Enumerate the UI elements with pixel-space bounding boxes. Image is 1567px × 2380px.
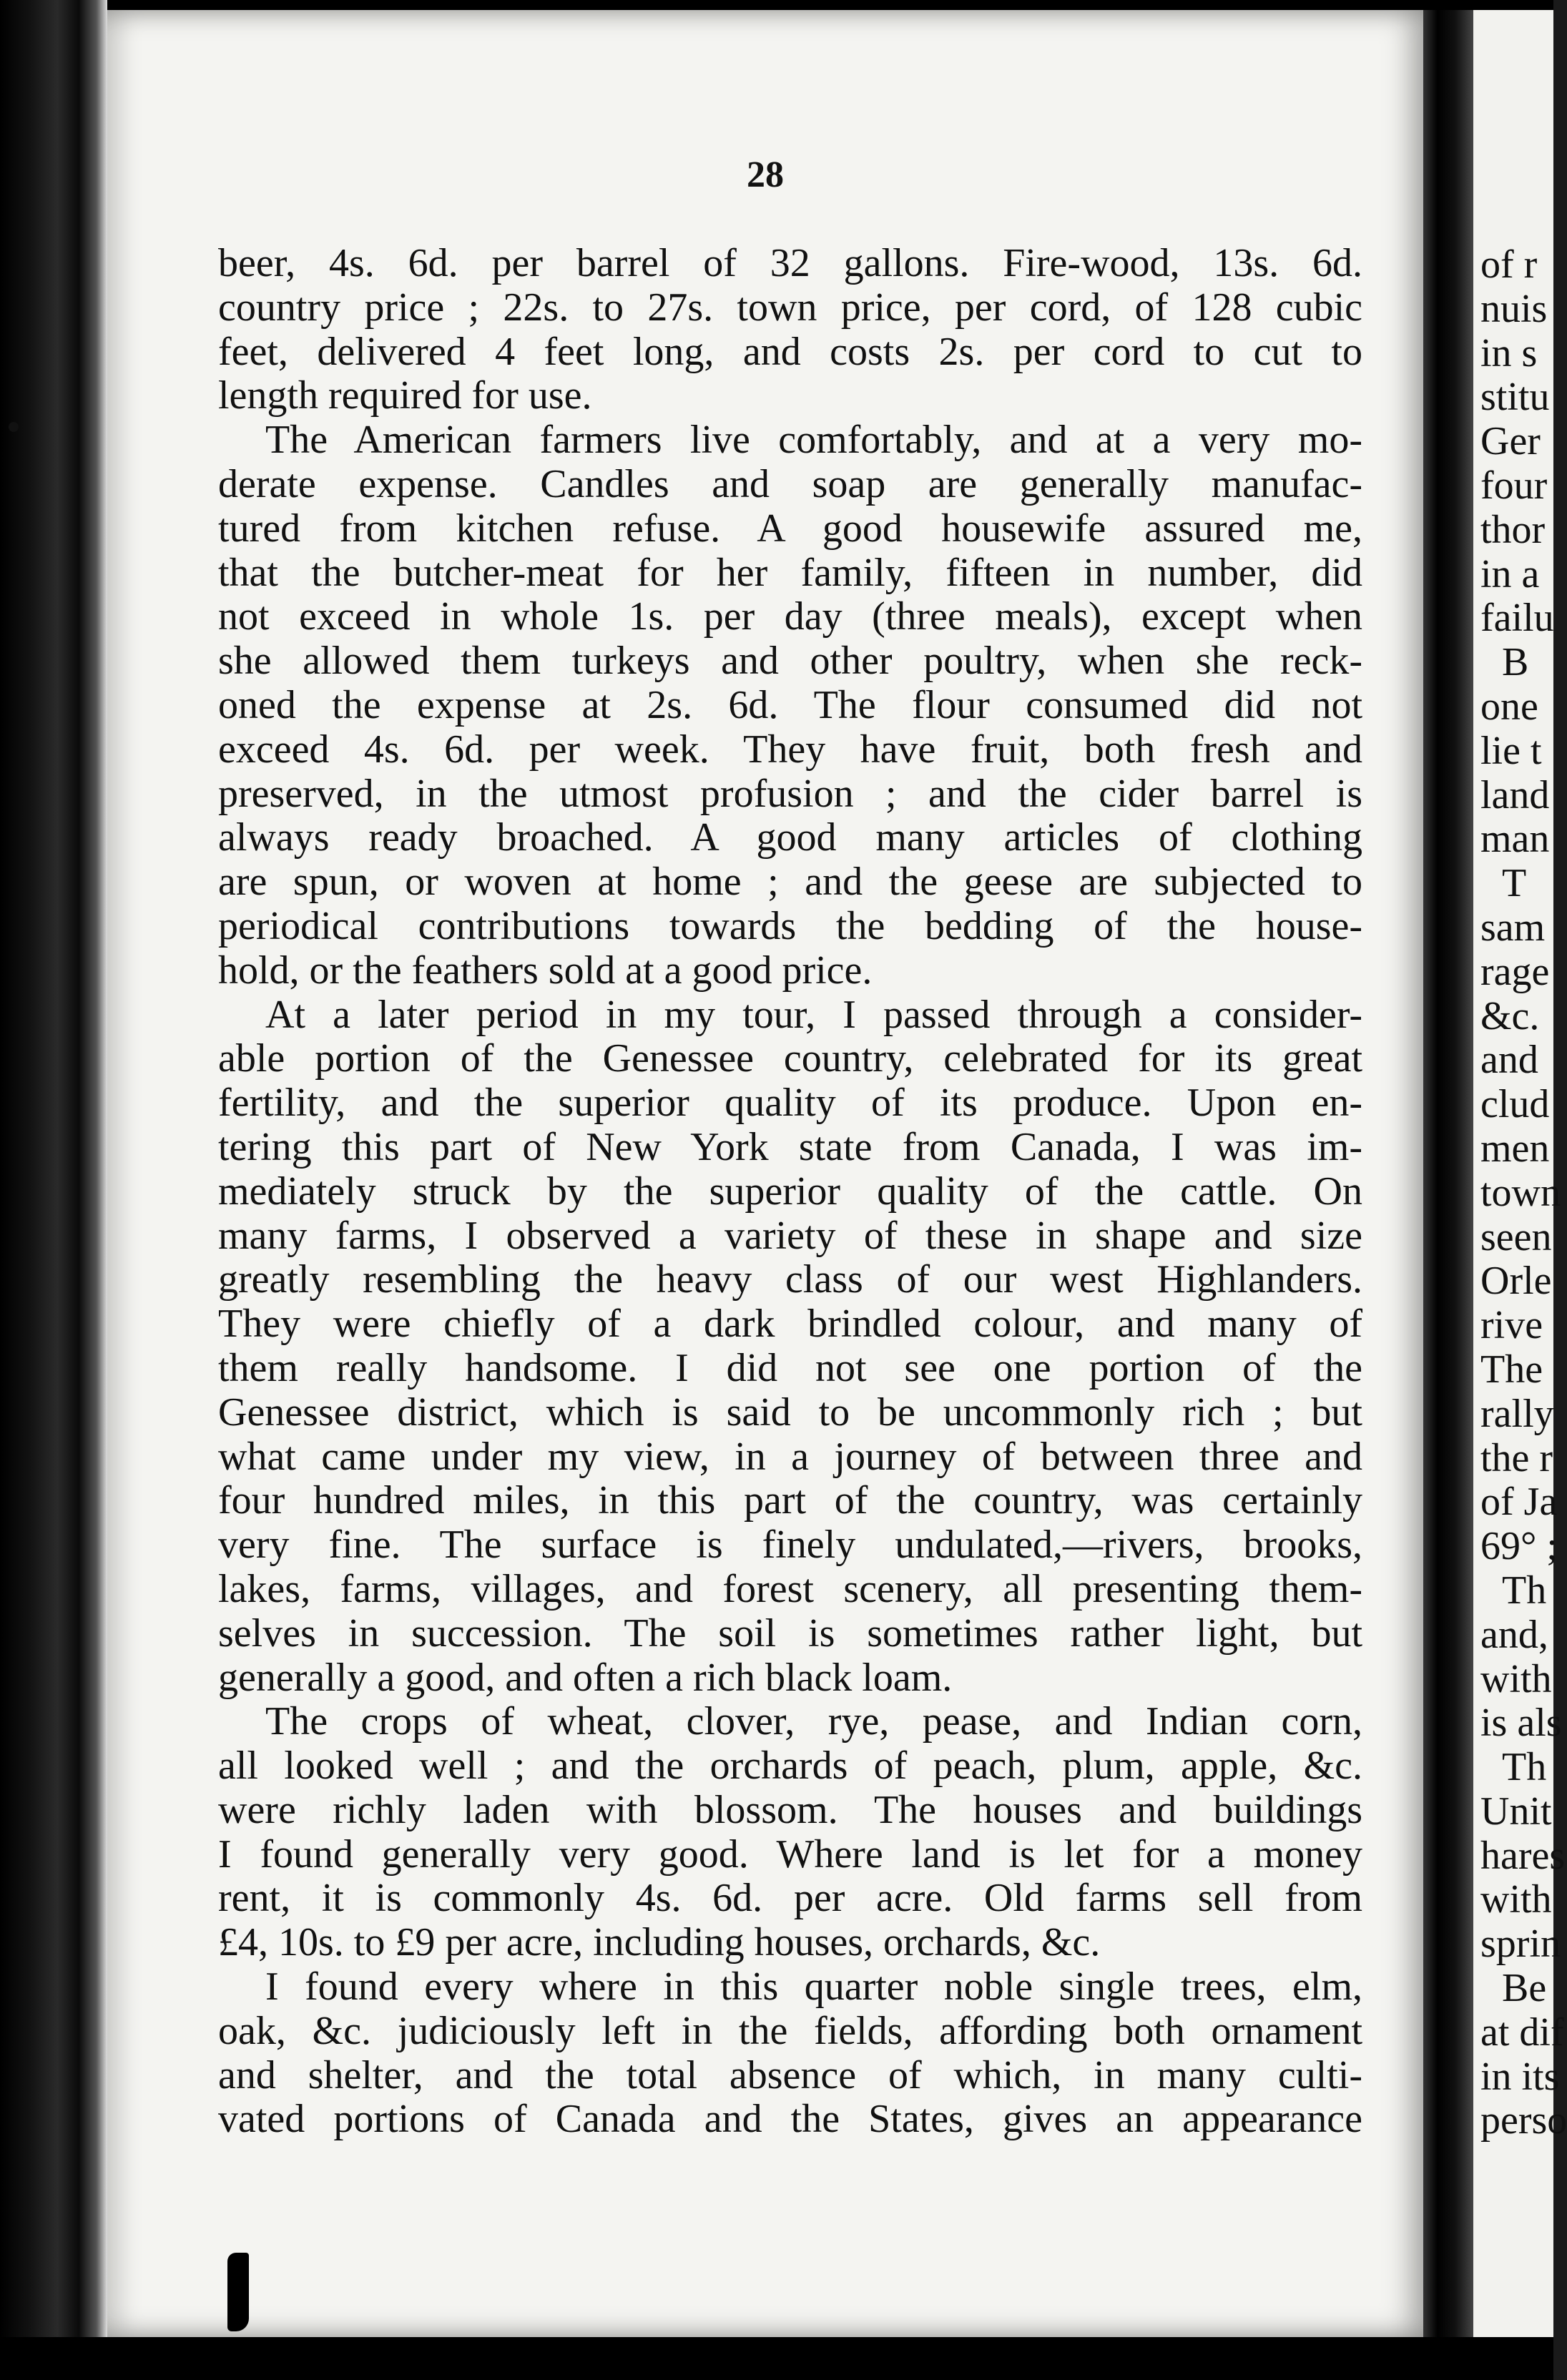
right-page-fragment: with: [1480, 1656, 1552, 1701]
text-line: rent, it is commonly 4s. 6d. per acre. Old farms sell from: [218, 1876, 1362, 1921]
right-page-fragment: Ger: [1480, 419, 1541, 464]
text-line: feet, delivered 4 feet long, and costs 2s. per cord to cut to: [218, 329, 1362, 374]
scan-bottom-edge: [0, 2337, 1553, 2380]
right-page-fragment: nuis: [1480, 286, 1548, 331]
right-page-fragment: lie t: [1480, 728, 1542, 773]
right-page-fragment: Be: [1502, 1966, 1547, 2011]
right-page-fragment: Orle: [1480, 1259, 1552, 1304]
text-line: oak, &c. judiciously left in the fields, affording both ornament: [218, 2008, 1362, 2053]
right-page-fragment: and: [1480, 1038, 1538, 1083]
right-page-fragment: Th: [1502, 1568, 1547, 1613]
right-page-fragment: the r: [1480, 1435, 1553, 1480]
text-line: four hundred miles, in this part of the country, was certainly: [218, 1478, 1362, 1523]
right-page-fragment: sprin: [1480, 1922, 1561, 1967]
right-page-fragment: man: [1480, 817, 1550, 862]
text-line: able portion of the Genessee country, celebrated for its great: [218, 1036, 1362, 1081]
right-page-fragment: in s: [1480, 330, 1538, 375]
text-line: They were chiefly of a dark brindled colour, and many of: [218, 1302, 1362, 1347]
right-page-fragment: Unit: [1480, 1789, 1552, 1834]
right-page-fragment: and,: [1480, 1612, 1548, 1657]
text-line: that the butcher-meat for her family, fifteen in number, did: [218, 550, 1362, 595]
left-spine-shadow: [0, 0, 107, 2380]
right-page-fragment: B: [1502, 640, 1529, 685]
right-page-fragment: thor: [1480, 507, 1546, 552]
text-line: selves in succession. The soil is sometimes rather light, but: [218, 1611, 1362, 1656]
right-page-fragment: at dif: [1480, 2010, 1564, 2055]
text-line: I found generally very good. Where land is let for a money: [218, 1831, 1362, 1877]
text-line: and shelter, and the total absence of which, in many culti-: [218, 2052, 1362, 2098]
page-gutter: [1423, 10, 1473, 2337]
text-line: fertility, and the superior quality of its produce. Upon en-: [218, 1081, 1362, 1126]
text-line: tured from kitchen refuse. A good housewife assured me,: [218, 506, 1362, 551]
right-page-fragment: 69° ;: [1480, 1524, 1558, 1569]
right-page-text-fragments: [1480, 242, 1567, 2143]
text-line: tering this part of New York state from Canada, I was im-: [218, 1124, 1362, 1169]
text-line: £4, 10s. to £9 per acre, including houses, orchards, &c.: [218, 1920, 1101, 1965]
text-line: generally a good, and often a rich black loam.: [218, 1655, 953, 1700]
right-page-fragment: T: [1502, 861, 1527, 906]
ink-speck: [9, 422, 19, 432]
text-line: country price ; 22s. to 27s. town price, per cord, of 128 cubic: [218, 285, 1362, 330]
body-text: [218, 242, 1362, 2142]
right-page-fragment: four: [1480, 463, 1548, 508]
right-page-fragment: with: [1480, 1877, 1552, 1922]
text-line: periodical contributions towards the bedding of the house-: [218, 903, 1362, 948]
text-line: many farms, I observed a variety of these in shape and size: [218, 1213, 1362, 1258]
text-line: very fine. The surface is finely undulated,—rivers, brooks,: [218, 1523, 1362, 1568]
text-line: vated portions of Canada and the States, gives an appearance: [218, 2097, 1362, 2142]
right-page-fragment: perso: [1480, 2098, 1567, 2143]
text-line: length required for use.: [218, 373, 592, 418]
right-page-fragment: of Ja: [1480, 1480, 1558, 1525]
right-page-fragment: rally: [1480, 1391, 1554, 1436]
right-page-fragment: failu: [1480, 596, 1554, 641]
text-line: always ready broached. A good many articles of clothing: [218, 815, 1362, 860]
right-page-fragment: clud: [1480, 1082, 1550, 1127]
text-line: greatly resembling the heavy class of our west Highlanders.: [218, 1257, 1362, 1302]
text-line: lakes, farms, villages, and forest scenery, all presenting them-: [218, 1566, 1362, 1611]
right-page-fragment: in a: [1480, 551, 1540, 596]
text-line: all looked well ; and the orchards of peach, plum, apple, &c.: [218, 1744, 1362, 1789]
right-page-fragment: in its: [1480, 2054, 1560, 2099]
right-page-fragment: town: [1480, 1170, 1561, 1215]
right-page-fragment: seen: [1480, 1214, 1552, 1259]
right-page-fragment: rage: [1480, 949, 1550, 994]
right-page-fragment: of r: [1480, 242, 1538, 287]
text-line: The crops of wheat, clover, rye, pease, and Indian corn,: [265, 1699, 1362, 1744]
right-page-fragment: one: [1480, 684, 1538, 729]
right-page-fragment: Th: [1502, 1745, 1547, 1790]
text-line: preserved, in the utmost profusion ; and the cider barrel is: [218, 771, 1362, 816]
text-line: not exceed in whole 1s. per day (three meals), except when: [218, 594, 1362, 639]
scan-top-edge: [0, 0, 1553, 10]
right-page-fragment: men: [1480, 1126, 1550, 1171]
text-line: hold, or the feathers sold at a good price.: [218, 948, 873, 993]
text-line: exceed 4s. 6d. per week. They have fruit, both fresh and: [218, 727, 1362, 772]
text-line: mediately struck by the superior quality of the cattle. On: [218, 1169, 1362, 1214]
text-line: oned the expense at 2s. 6d. The flour consumed did not: [218, 682, 1362, 727]
ink-blot: [227, 2253, 249, 2331]
text-line: are spun, or woven at home ; and the geese are subjected to: [218, 860, 1362, 905]
right-page-fragment: is als: [1480, 1701, 1562, 1746]
text-line: Genessee district, which is said to be uncommonly rich ; but: [218, 1390, 1362, 1435]
right-page-fragment: &c.: [1480, 993, 1540, 1038]
text-line: she allowed them turkeys and other poultry, when she reck-: [218, 639, 1362, 684]
right-page-fragment: sam: [1480, 905, 1546, 950]
text-line: beer, 4s. 6d. per barrel of 32 gallons. Fire-wood, 13s. 6d.: [218, 241, 1362, 285]
text-line: I found every where in this quarter noble single trees, elm,: [265, 1965, 1362, 2010]
page-number: 28: [747, 154, 784, 195]
text-line: At a later period in my tour, I passed through a consider-: [265, 992, 1362, 1037]
text-line: derate expense. Candles and soap are generally manufac-: [218, 461, 1362, 506]
right-page-fragment: The: [1480, 1347, 1543, 1392]
right-page-fragment: land: [1480, 772, 1550, 817]
right-page-fragment: rive: [1480, 1303, 1543, 1348]
text-line: what came under my view, in a journey of between three and: [218, 1434, 1362, 1479]
right-page-fragment: stitu: [1480, 375, 1550, 420]
text-line: them really handsome. I did not see one portion of the: [218, 1345, 1362, 1390]
text-line: The American farmers live comfortably, and at a very mo-: [265, 418, 1362, 463]
right-page-fragment: hares: [1480, 1833, 1566, 1878]
text-line: were richly laden with blossom. The houses and buildings: [218, 1787, 1362, 1832]
